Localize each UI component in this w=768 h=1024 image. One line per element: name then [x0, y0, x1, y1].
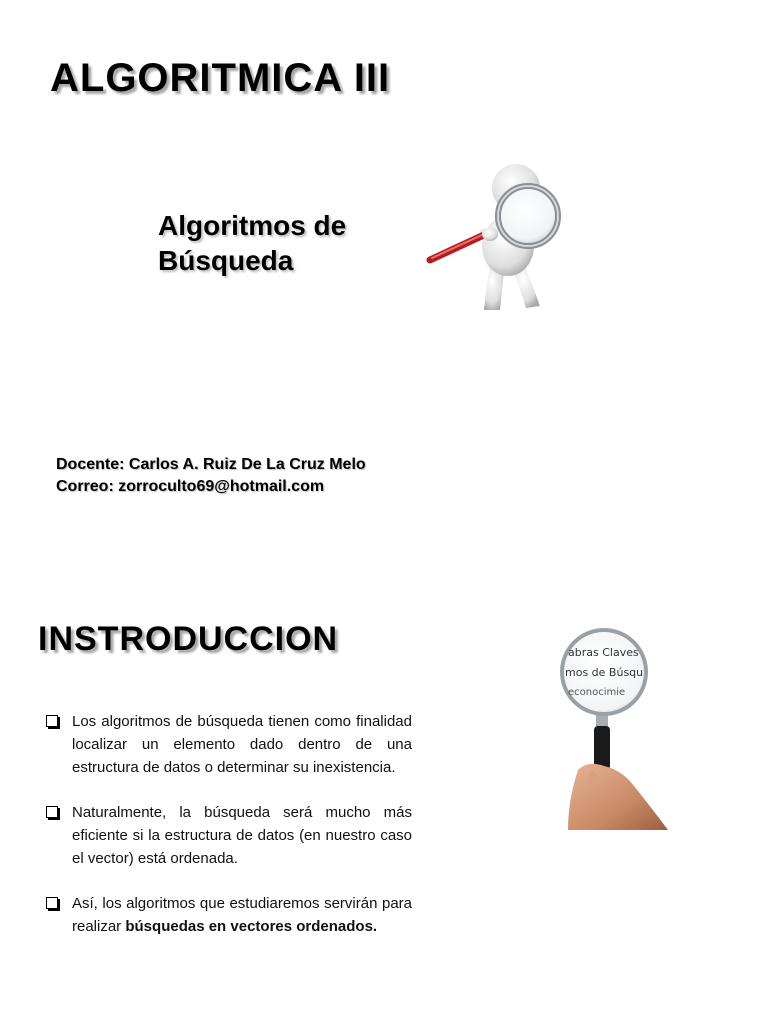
- checkbox-square-icon: [46, 715, 58, 727]
- bullet-text: Naturalmente, la búsqueda será mucho más eficiente si la estructura de datos (en nuestro caso el vector) está ordenada.: [72, 804, 412, 867]
- magnifier-text-2: mos de Búsqu: [565, 666, 644, 679]
- bullet-text: Así, los algoritmos que estudiaremos servirán para realizar: [72, 895, 412, 935]
- subtitle-line-1: Algoritmos de: [158, 210, 347, 241]
- course-title: ALGORITMICA III: [50, 56, 391, 100]
- slide-subtitle: [158, 208, 346, 278]
- bullet-list: [46, 710, 412, 960]
- subtitle-line-2: Búsqueda: [158, 245, 294, 276]
- bullet-item: [46, 801, 412, 870]
- bullet-item: [46, 892, 412, 938]
- magnifier-text-3: econocimie: [568, 687, 626, 698]
- person-with-magnifying-glass-icon: [420, 160, 580, 320]
- checkbox-square-icon: [46, 897, 58, 909]
- bullet-text: Los algoritmos de búsqueda tienen como finalidad localizar un elemento dado dentro de una estructura de datos o determinar su inexistencia.: [72, 713, 412, 776]
- correo-line: Correo: zorroculto69@hotmail.com: [56, 478, 325, 495]
- intro-title: INSTRODUCCION: [38, 620, 339, 658]
- checkbox-square-icon: [46, 806, 58, 818]
- bullet-bold-text: búsquedas en vectores ordenados.: [125, 918, 378, 935]
- docente-line: Docente: Carlos A. Ruiz De La Cruz Melo: [56, 456, 366, 473]
- contact-info: [56, 454, 366, 498]
- magnifier-text-1: abras Claves: [568, 646, 639, 659]
- slide-introduction: [0, 512, 768, 1024]
- hand-holding-magnifier-icon: [538, 620, 688, 830]
- bullet-item: [46, 710, 412, 779]
